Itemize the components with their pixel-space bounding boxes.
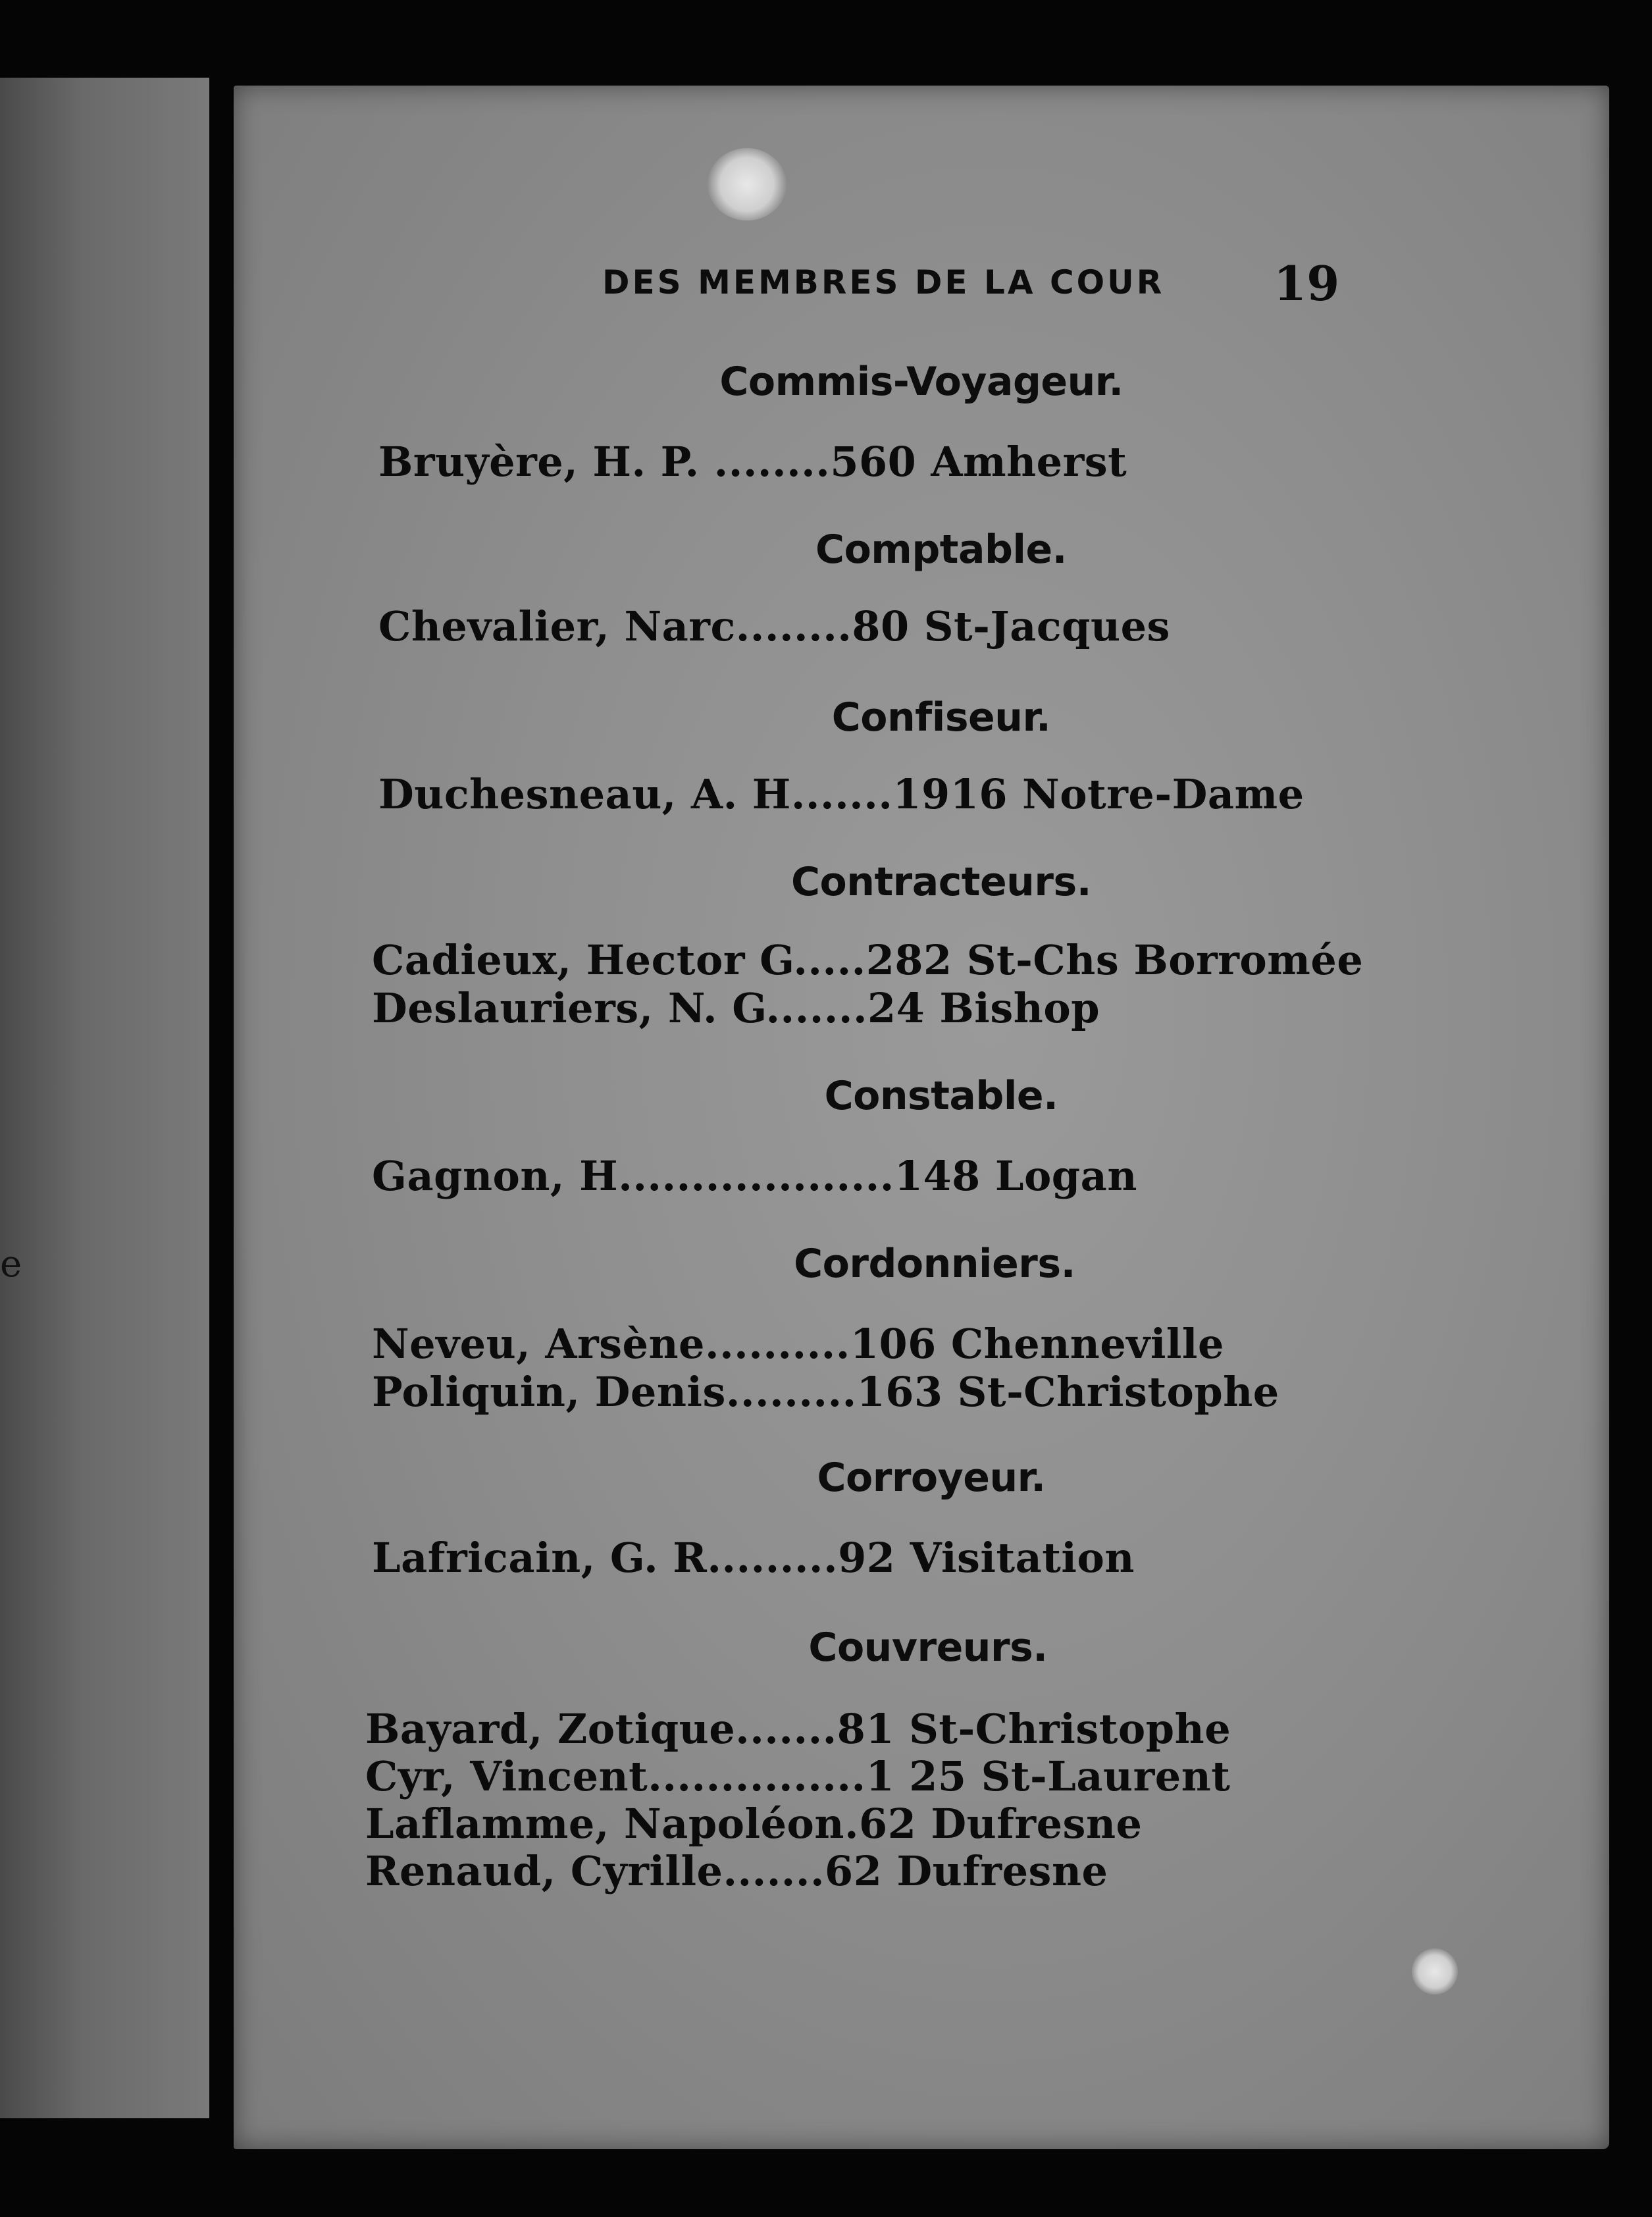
facing-page-edge [0,78,209,2118]
page-header [234,255,1609,329]
directory-entry: Deslauriers, N. G.......24 Bishop [372,984,1100,1032]
running-title: DES MEMBRES DE LA COUR [602,263,1165,301]
section-heading: Contracteurs. [791,859,1091,905]
directory-entry: Duchesneau, A. H.......1916 Notre-Dame [378,770,1304,818]
directory-entry: Lafricain, G. R.........92 Visitation [372,1534,1135,1582]
section-heading: Couvreurs. [808,1625,1048,1671]
directory-entry: Gagnon, H...................148 Logan [372,1152,1137,1200]
directory-entry: Chevalier, Narc........80 St-Jacques [378,602,1170,650]
facing-page-text-fragment: e [0,1243,22,1286]
directory-entry: Neveu, Arsène..........106 Chenneville [372,1320,1224,1368]
paper-blot [1412,1948,1458,1995]
directory-entry: Cyr, Vincent...............1 25 St-Laurent [365,1752,1231,1800]
directory-entry: Bayard, Zotique.......81 St-Christophe [365,1705,1231,1753]
section-heading: Corroyeur. [817,1455,1046,1501]
section-heading: Comptable. [815,527,1067,573]
section-heading: Commis-Voyageur. [719,359,1123,405]
section-heading: Cordonniers. [794,1241,1075,1287]
directory-entry: Laflamme, Napoléon.62 Dufresne [365,1800,1143,1848]
section-heading: Confiseur. [831,694,1051,741]
directory-entry: Cadieux, Hector G.....282 St-Chs Borromée [372,936,1364,984]
directory-entry: Bruyère, H. P. ........560 Amherst [378,438,1127,486]
page-number: 19 [1274,255,1340,311]
directory-entry: Renaud, Cyrille.......62 Dufresne [365,1847,1108,1895]
directory-page [234,86,1609,2149]
paper-blot [708,148,787,221]
directory-entry: Poliquin, Denis.........163 St-Christophe [372,1368,1279,1416]
section-heading: Constable. [824,1073,1058,1119]
